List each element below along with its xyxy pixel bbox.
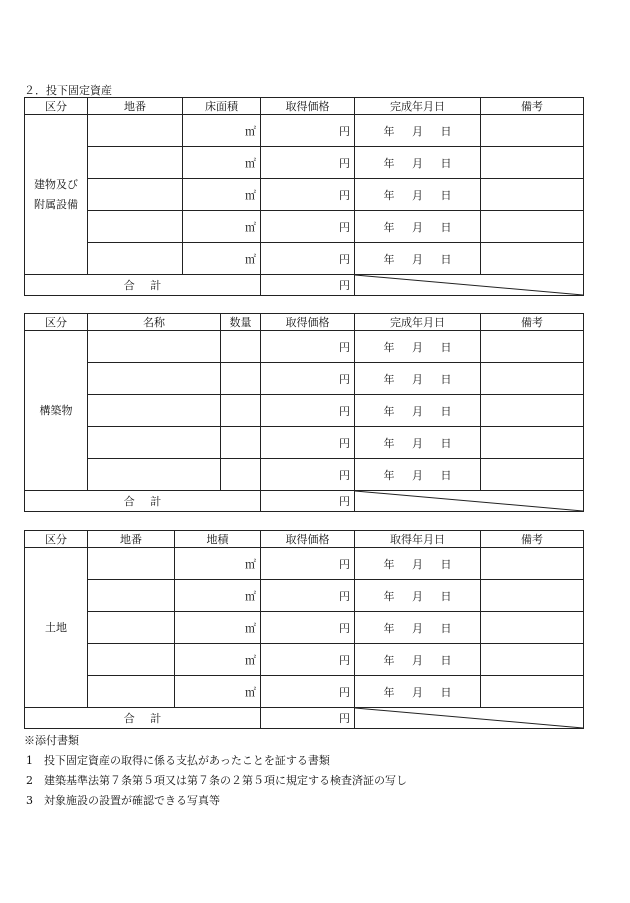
area-unit: ㎡ bbox=[245, 220, 256, 234]
category-cell: 土地 bbox=[25, 548, 88, 708]
date-label: 年 月 日 bbox=[383, 252, 452, 266]
completion-date-field[interactable] bbox=[355, 147, 481, 179]
total-label: 合 計 bbox=[25, 491, 261, 512]
remarks-field[interactable] bbox=[481, 459, 584, 491]
header-floor-area: 床面積 bbox=[183, 98, 261, 115]
table-row bbox=[25, 395, 584, 427]
price-field[interactable] bbox=[261, 211, 355, 243]
header-remarks: 備考 bbox=[481, 98, 584, 115]
total-label: 合 計 bbox=[25, 708, 261, 729]
lot-number-field[interactable] bbox=[88, 147, 183, 179]
table-row bbox=[25, 331, 584, 363]
price-unit: 円 bbox=[339, 685, 350, 699]
date-label: 年 月 日 bbox=[383, 468, 452, 482]
date-label: 年 月 日 bbox=[383, 372, 452, 386]
completion-date-field[interactable] bbox=[355, 331, 481, 363]
completion-date-field[interactable] bbox=[355, 115, 481, 147]
completion-date-field[interactable] bbox=[355, 427, 481, 459]
acquisition-date-field[interactable] bbox=[355, 644, 481, 676]
date-label: 年 月 日 bbox=[383, 404, 452, 418]
notes-item bbox=[24, 771, 407, 791]
lot-number-field[interactable] bbox=[88, 243, 183, 275]
price-field[interactable] bbox=[261, 331, 355, 363]
completion-date-field[interactable] bbox=[355, 211, 481, 243]
date-label: 年 月 日 bbox=[383, 621, 452, 635]
header-category: 区分 bbox=[25, 531, 88, 548]
table-row bbox=[25, 644, 584, 676]
area-unit: ㎡ bbox=[245, 557, 256, 571]
table-header-row bbox=[25, 314, 584, 331]
diagonal-line bbox=[355, 708, 583, 728]
quantity-field[interactable] bbox=[221, 331, 261, 363]
total-price-field[interactable] bbox=[261, 491, 355, 512]
total-price-field[interactable] bbox=[261, 275, 355, 296]
date-label: 年 月 日 bbox=[383, 685, 452, 699]
price-unit: 円 bbox=[339, 404, 350, 418]
completion-date-field[interactable] bbox=[355, 363, 481, 395]
table-row bbox=[25, 580, 584, 612]
price-field[interactable] bbox=[261, 644, 355, 676]
price-unit: 円 bbox=[339, 156, 350, 170]
date-label: 年 月 日 bbox=[383, 557, 452, 571]
notes-heading: ※添付書類 bbox=[24, 734, 79, 747]
notes-item bbox=[24, 751, 407, 771]
total-row bbox=[25, 275, 584, 296]
notes-item-text: 対象施設の設置が確認できる写真等 bbox=[44, 794, 220, 807]
remarks-field[interactable] bbox=[481, 427, 584, 459]
price-field[interactable] bbox=[261, 395, 355, 427]
price-unit: 円 bbox=[339, 340, 350, 354]
price-unit: 円 bbox=[339, 252, 350, 266]
header-acquisition-price: 取得価格 bbox=[261, 531, 355, 548]
remarks-field[interactable] bbox=[481, 243, 584, 275]
floor-area-field[interactable] bbox=[183, 115, 261, 147]
section-title: ２．投下固定資産 bbox=[24, 84, 112, 97]
notes-item-number: 2 bbox=[26, 774, 33, 787]
header-completion-date: 完成年月日 bbox=[355, 314, 481, 331]
table-row bbox=[25, 179, 584, 211]
acquisition-date-field[interactable] bbox=[355, 580, 481, 612]
lot-number-field[interactable] bbox=[88, 644, 175, 676]
date-label: 年 月 日 bbox=[383, 340, 452, 354]
diagonal-line bbox=[355, 275, 583, 295]
date-label: 年 月 日 bbox=[383, 653, 452, 667]
acquisition-date-field[interactable] bbox=[355, 612, 481, 644]
land-area-field[interactable] bbox=[175, 676, 261, 708]
completion-date-field[interactable] bbox=[355, 179, 481, 211]
diagonal-strike-cell bbox=[355, 491, 584, 512]
remarks-field[interactable] bbox=[481, 612, 584, 644]
lot-number-field[interactable] bbox=[88, 115, 183, 147]
header-acquisition-date: 取得年月日 bbox=[355, 531, 481, 548]
price-field[interactable] bbox=[261, 115, 355, 147]
remarks-field[interactable] bbox=[481, 147, 584, 179]
lot-number-field[interactable] bbox=[88, 612, 175, 644]
floor-area-field[interactable] bbox=[183, 147, 261, 179]
category-cell: 構築物 bbox=[25, 331, 88, 491]
price-field[interactable] bbox=[261, 612, 355, 644]
quantity-field[interactable] bbox=[221, 395, 261, 427]
table-row bbox=[25, 363, 584, 395]
name-field[interactable] bbox=[88, 459, 221, 491]
floor-area-field[interactable] bbox=[183, 243, 261, 275]
header-land-area: 地積 bbox=[175, 531, 261, 548]
date-label: 年 月 日 bbox=[383, 589, 452, 603]
area-unit: ㎡ bbox=[245, 621, 256, 635]
remarks-field[interactable] bbox=[481, 179, 584, 211]
land-area-field[interactable] bbox=[175, 548, 261, 580]
date-label: 年 月 日 bbox=[383, 188, 452, 202]
price-unit: 円 bbox=[339, 621, 350, 635]
lot-number-field[interactable] bbox=[88, 676, 175, 708]
diagonal-line bbox=[355, 491, 583, 511]
diagonal-strike-cell bbox=[355, 708, 584, 729]
floor-area-field[interactable] bbox=[183, 179, 261, 211]
header-acquisition-price: 取得価格 bbox=[261, 314, 355, 331]
category-label-line1: 建物及び bbox=[34, 177, 78, 191]
price-unit: 円 bbox=[339, 372, 350, 386]
area-unit: ㎡ bbox=[245, 252, 256, 266]
name-field[interactable] bbox=[88, 363, 221, 395]
table-row bbox=[25, 147, 584, 179]
price-field[interactable] bbox=[261, 676, 355, 708]
table-row bbox=[25, 427, 584, 459]
remarks-field[interactable] bbox=[481, 676, 584, 708]
area-unit: ㎡ bbox=[245, 685, 256, 699]
completion-date-field[interactable] bbox=[355, 395, 481, 427]
quantity-field[interactable] bbox=[221, 459, 261, 491]
table-header-row bbox=[25, 98, 584, 115]
table-row bbox=[25, 243, 584, 275]
header-remarks: 備考 bbox=[481, 314, 584, 331]
date-label: 年 月 日 bbox=[383, 124, 452, 138]
date-label: 年 月 日 bbox=[383, 156, 452, 170]
area-unit: ㎡ bbox=[245, 653, 256, 667]
table-row bbox=[25, 612, 584, 644]
total-unit: 円 bbox=[339, 495, 350, 508]
notes-item-number: 1 bbox=[26, 754, 33, 767]
price-unit: 円 bbox=[339, 436, 350, 450]
total-label: 合 計 bbox=[25, 275, 261, 296]
header-lot-number: 地番 bbox=[88, 98, 183, 115]
remarks-field[interactable] bbox=[481, 211, 584, 243]
remarks-field[interactable] bbox=[481, 115, 584, 147]
total-unit: 円 bbox=[339, 279, 350, 292]
price-unit: 円 bbox=[339, 188, 350, 202]
price-field[interactable] bbox=[261, 147, 355, 179]
price-unit: 円 bbox=[339, 589, 350, 603]
acquisition-date-field[interactable] bbox=[355, 676, 481, 708]
notes-item bbox=[24, 791, 407, 811]
price-field[interactable] bbox=[261, 363, 355, 395]
total-row bbox=[25, 708, 584, 729]
buildings-table bbox=[24, 97, 584, 296]
quantity-field[interactable] bbox=[221, 363, 261, 395]
price-field[interactable] bbox=[261, 580, 355, 612]
table-row bbox=[25, 115, 584, 147]
header-completion-date: 完成年月日 bbox=[355, 98, 481, 115]
price-unit: 円 bbox=[339, 124, 350, 138]
structures-table bbox=[24, 313, 584, 512]
table-header-row bbox=[25, 531, 584, 548]
price-unit: 円 bbox=[339, 468, 350, 482]
remarks-field[interactable] bbox=[481, 363, 584, 395]
header-category: 区分 bbox=[25, 98, 88, 115]
table-row bbox=[25, 676, 584, 708]
completion-date-field[interactable] bbox=[355, 243, 481, 275]
area-unit: ㎡ bbox=[245, 124, 256, 138]
area-unit: ㎡ bbox=[245, 188, 256, 202]
acquisition-date-field[interactable] bbox=[355, 548, 481, 580]
header-acquisition-price: 取得価格 bbox=[261, 98, 355, 115]
price-unit: 円 bbox=[339, 220, 350, 234]
name-field[interactable] bbox=[88, 331, 221, 363]
price-field[interactable] bbox=[261, 548, 355, 580]
price-unit: 円 bbox=[339, 653, 350, 667]
remarks-field[interactable] bbox=[481, 548, 584, 580]
table-row bbox=[25, 211, 584, 243]
header-remarks: 備考 bbox=[481, 531, 584, 548]
header-quantity: 数量 bbox=[221, 314, 261, 331]
header-category: 区分 bbox=[25, 314, 88, 331]
notes-item-text: 投下固定資産の取得に係る支払があったことを証する書類 bbox=[44, 754, 330, 767]
category-cell bbox=[25, 115, 88, 275]
date-label: 年 月 日 bbox=[383, 220, 452, 234]
floor-area-field[interactable] bbox=[183, 211, 261, 243]
remarks-field[interactable] bbox=[481, 644, 584, 676]
total-unit: 円 bbox=[339, 712, 350, 725]
date-label: 年 月 日 bbox=[383, 436, 452, 450]
lot-number-field[interactable] bbox=[88, 179, 183, 211]
price-field[interactable] bbox=[261, 243, 355, 275]
quantity-field[interactable] bbox=[221, 427, 261, 459]
header-name: 名称 bbox=[88, 314, 221, 331]
remarks-field[interactable] bbox=[481, 331, 584, 363]
header-lot-number: 地番 bbox=[88, 531, 175, 548]
area-unit: ㎡ bbox=[245, 589, 256, 603]
table-row bbox=[25, 459, 584, 491]
price-unit: 円 bbox=[339, 557, 350, 571]
price-field[interactable] bbox=[261, 459, 355, 491]
total-price-field[interactable] bbox=[261, 708, 355, 729]
total-row bbox=[25, 491, 584, 512]
table-row bbox=[25, 548, 584, 580]
notes-item-number: 3 bbox=[26, 794, 33, 807]
lot-number-field[interactable] bbox=[88, 211, 183, 243]
category-label-line2: 附属設備 bbox=[34, 197, 78, 211]
land-area-field[interactable] bbox=[175, 644, 261, 676]
notes-item-text: 建築基準法第７条第５項又は第７条の２第５項に規定する検査済証の写し bbox=[44, 774, 407, 787]
diagonal-strike-cell bbox=[355, 275, 584, 296]
lot-number-field[interactable] bbox=[88, 580, 175, 612]
land-area-field[interactable] bbox=[175, 580, 261, 612]
name-field[interactable] bbox=[88, 427, 221, 459]
attachments-notes bbox=[24, 731, 407, 811]
remarks-field[interactable] bbox=[481, 395, 584, 427]
price-field[interactable] bbox=[261, 427, 355, 459]
price-field[interactable] bbox=[261, 179, 355, 211]
completion-date-field[interactable] bbox=[355, 459, 481, 491]
remarks-field[interactable] bbox=[481, 580, 584, 612]
land-table bbox=[24, 530, 584, 729]
name-field[interactable] bbox=[88, 395, 221, 427]
lot-number-field[interactable] bbox=[88, 548, 175, 580]
land-area-field[interactable] bbox=[175, 612, 261, 644]
area-unit: ㎡ bbox=[245, 156, 256, 170]
